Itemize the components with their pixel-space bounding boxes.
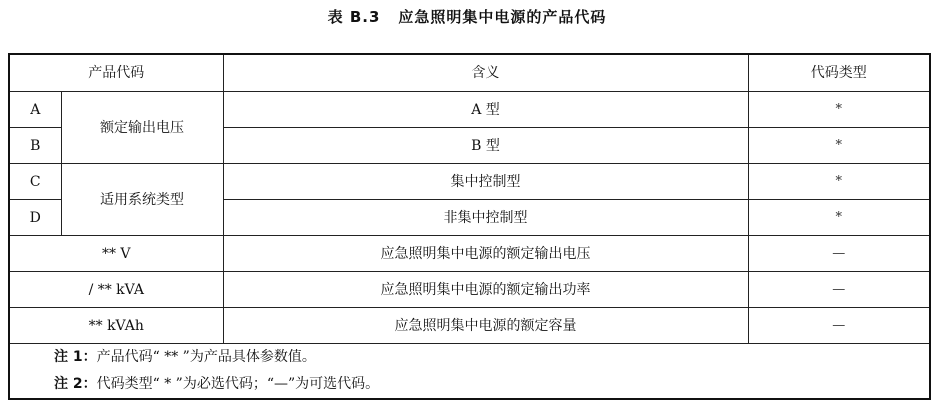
table-row [9,308,930,344]
code-cell: / ** kVA [9,272,223,308]
group-label-system-type: 适用系统类型 [61,164,223,236]
note-1 [9,344,930,371]
note-2 [9,370,930,399]
code-cell: ** V [9,236,223,272]
meaning-cell: 应急照明集中电源的额定输出功率 [223,272,748,308]
code-cell: D [9,200,61,236]
type-cell: * [748,92,930,128]
header-meaning: 含义 [223,54,748,92]
meaning-cell: 应急照明集中电源的额定容量 [223,308,748,344]
type-cell: — [748,308,930,344]
table-row [9,92,930,128]
type-cell: — [748,272,930,308]
header-product-code: 产品代码 [9,54,223,92]
group-label-rated-voltage: 额定输出电压 [61,92,223,164]
note-text: 代码类型“ * ”为必选代码；“—”为可选代码。 [96,376,380,392]
table-caption: 应急照明集中电源的产品代码 [398,8,607,26]
note-label: 注 1： [54,349,97,365]
type-cell: * [748,128,930,164]
note-label: 注 2： [54,376,97,392]
meaning-cell: A 型 [223,92,748,128]
table-header-row [9,54,930,92]
type-cell: * [748,200,930,236]
header-code-type: 代码类型 [748,54,930,92]
meaning-cell: 应急照明集中电源的额定输出电压 [223,236,748,272]
type-cell: — [748,236,930,272]
table-row [9,164,930,200]
meaning-cell: 非集中控制型 [223,200,748,236]
note-row [9,344,930,371]
meaning-cell: B 型 [223,128,748,164]
table-row [9,236,930,272]
code-cell: ** kVAh [9,308,223,344]
type-cell: * [748,164,930,200]
product-code-table [8,53,931,400]
table-number: 表 B.3 [327,8,381,26]
table-row [9,272,930,308]
table-title [0,4,934,30]
note-row [9,370,930,399]
code-cell: B [9,128,61,164]
note-text: 产品代码“ ** ”为产品具体参数值。 [96,349,316,365]
code-cell: C [9,164,61,200]
meaning-cell: 集中控制型 [223,164,748,200]
code-cell: A [9,92,61,128]
